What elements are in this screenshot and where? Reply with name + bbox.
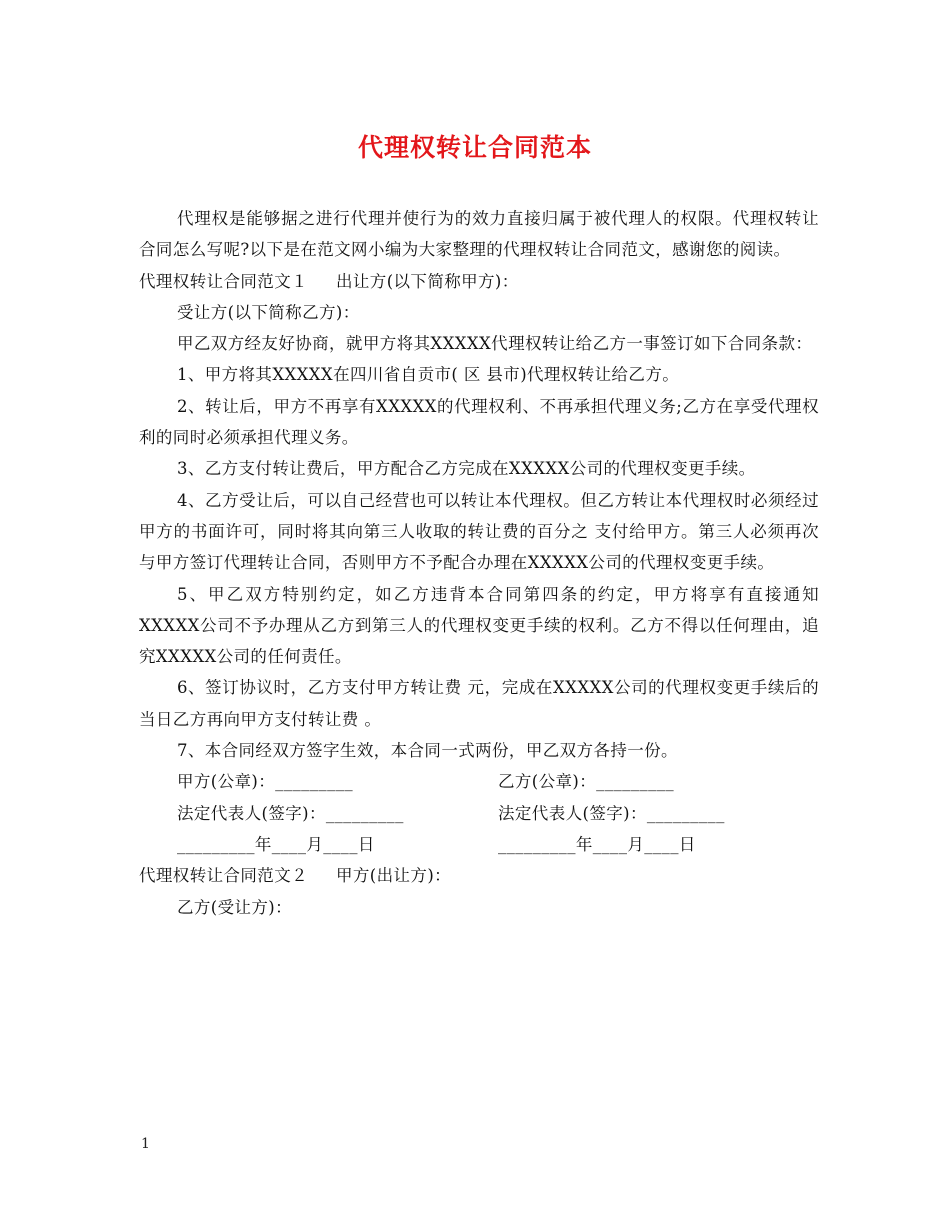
page-number: 1 bbox=[141, 1136, 150, 1152]
sample2-party-a: 甲方(出让方)： bbox=[336, 866, 452, 886]
clause-4: 4、乙方受让后，可以自己经营也可以转让本代理权。但乙方转让本代理权时必须经过甲方的书面许可，同时将其向第三人收取的转让费的百分之 支付给甲方。第三人必须再次与甲方签订代理转让合同，否则甲方不予配合办理在XXXXX公司的代理权变更手续。 bbox=[139, 490, 819, 573]
document-title: 代理权转让合同范本 bbox=[357, 133, 592, 162]
party-a-representative: 法定代表人(签字)：_________ bbox=[177, 803, 404, 823]
document-body bbox=[139, 203, 819, 923]
signature-rep-row bbox=[139, 798, 819, 829]
intro-paragraph: 代理权是能够据之进行代理并使行为的效力直接归属于被代理人的权限。代理权转让合同怎么写呢?以下是在范文网小编为大家整理的代理权转让合同范文，感谢您的阅读。 bbox=[139, 209, 819, 260]
party-b-representative: 法定代表人(签字)：_________ bbox=[498, 803, 725, 823]
sample1-heading: 代理权转让合同范文１ bbox=[139, 271, 308, 291]
signature-seal-row bbox=[139, 766, 819, 797]
clause-6: 6、签订协议时，乙方支付甲方转让费 元，完成在XXXXX公司的代理权变更手续后的当日乙方再向甲方支付转让费 。 bbox=[139, 678, 819, 729]
sample1-party-a: 出让方(以下简称甲方)： bbox=[336, 271, 519, 291]
clause-7: 7、本合同经双方签字生效，本合同一式两份，甲乙双方各持一份。 bbox=[176, 741, 678, 761]
party-a-date: _________年____月____日 bbox=[177, 834, 375, 854]
sample1-party-b: 受让方(以下简称乙方)： bbox=[176, 302, 360, 322]
sample1-heading-line bbox=[139, 266, 819, 297]
party-b-seal: 乙方(公章)：_________ bbox=[498, 772, 675, 792]
clause-1: 1、甲方将其XXXXX在四川省自贡市( 区 县市)代理权转让给乙方。 bbox=[176, 365, 680, 385]
party-a-seal: 甲方(公章)：_________ bbox=[177, 772, 354, 792]
clause-5: 5、甲乙双方特别约定，如乙方违背本合同第四条的约定，甲方将享有直接通知XXXXX公司不予办理从乙方到第三人的代理权变更手续的权利。乙方不得以任何理由，追究XXXXX公司的任何责任。 bbox=[139, 584, 819, 667]
sample2-party-b: 乙方(受让方)： bbox=[176, 897, 293, 917]
party-b-date: _________年____月____日 bbox=[498, 834, 696, 854]
preamble-paragraph: 甲乙双方经友好协商，就甲方将其XXXXX代理权转让给乙方一事签订如下合同条款： bbox=[176, 334, 813, 354]
sample2-heading-line bbox=[139, 860, 819, 891]
signature-date-row bbox=[139, 829, 819, 860]
sample2-heading: 代理权转让合同范文２ bbox=[139, 866, 308, 886]
clause-3: 3、乙方支付转让费后，甲方配合乙方完成在XXXXX公司的代理权变更手续。 bbox=[176, 459, 756, 479]
clause-2: 2、转让后，甲方不再享有XXXXX的代理权利、不再承担代理义务;乙方在享受代理权利的同时必须承担代理义务。 bbox=[139, 396, 819, 448]
